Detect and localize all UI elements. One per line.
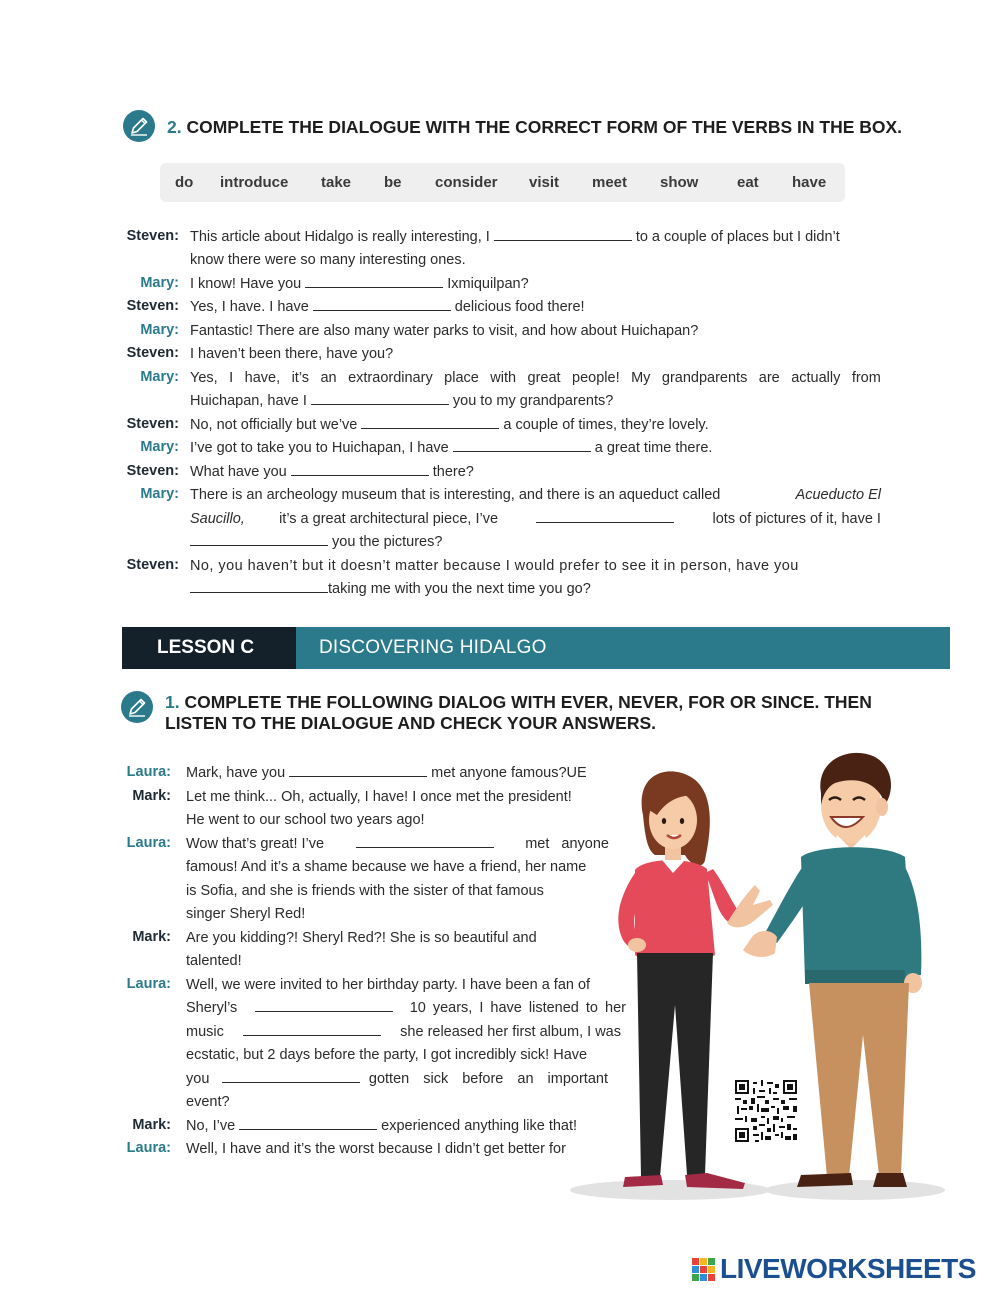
dialogue-line: No, not officially but we’ve a couple of times, they’re lovely. bbox=[190, 417, 709, 433]
verb-word: introduce bbox=[220, 174, 289, 191]
pencil-icon bbox=[123, 110, 155, 142]
speaker-label: Laura: bbox=[126, 764, 171, 780]
verb-word: consider bbox=[435, 174, 498, 191]
answer-blank[interactable] bbox=[289, 764, 427, 777]
qr-code[interactable] bbox=[733, 1078, 799, 1144]
speaker-label: Laura: bbox=[126, 976, 171, 992]
verb-word: take bbox=[321, 174, 352, 191]
speaker-label: Laura: bbox=[126, 1140, 171, 1156]
speaker-label: Mark: bbox=[132, 929, 171, 945]
dialogue-line: Yes, I have. I have delicious food there! bbox=[190, 299, 585, 315]
brand-name: LIVEWORKSHEETS bbox=[720, 1253, 976, 1284]
verb-word: do bbox=[175, 174, 194, 191]
answer-blank[interactable] bbox=[361, 416, 499, 429]
dialogue-line: Huichapan, have I you to my grandparents? bbox=[190, 393, 614, 409]
dialogue-line: Well, we were invited to her birthday party. I have been a fan of bbox=[186, 977, 591, 993]
dialogue-line: Let me think... Oh, actually, I have! I once met the president! bbox=[186, 789, 572, 805]
pencil-icon bbox=[121, 691, 153, 723]
dialogue-line: Yes, I have, it’s an extraordinary place with great people! My grandparents are actually from bbox=[190, 370, 881, 386]
lesson-header bbox=[122, 627, 950, 669]
answer-blank[interactable] bbox=[311, 392, 449, 405]
speaker-label: Steven: bbox=[126, 345, 179, 361]
verb-word: have bbox=[792, 174, 827, 191]
answer-blank[interactable] bbox=[305, 275, 443, 288]
speaker-label: Mary: bbox=[140, 322, 179, 338]
dialogue-line: This article about Hidalgo is really interesting, I to a couple of places but I didn’t bbox=[190, 229, 840, 245]
dialogue-line: ecstatic, but 2 days before the party, I got incredibly sick! Have bbox=[186, 1047, 588, 1063]
verb-word: be bbox=[384, 174, 402, 191]
dialogue-line: I’ve got to take you to Huichapan, I have a great time there. bbox=[190, 440, 713, 456]
dialogue-line: Sheryl’s 10 years, I have listened to her bbox=[186, 1000, 626, 1016]
dialogue-line: Fantastic! There are also many water parks to visit, and how about Huichapan? bbox=[190, 323, 699, 339]
answer-blank[interactable] bbox=[536, 510, 674, 523]
dialogue-line: you the pictures? bbox=[190, 533, 442, 551]
speaker-label: Mark: bbox=[132, 788, 171, 804]
speaker-label: Mary: bbox=[140, 275, 179, 291]
speaker-label: Steven: bbox=[126, 298, 179, 314]
dialogue-line: singer Sheryl Red! bbox=[186, 906, 306, 922]
dialogue-line: event? bbox=[186, 1094, 230, 1110]
dialogue-line: talented! bbox=[186, 953, 242, 969]
liveworksheets-icon bbox=[692, 1254, 716, 1284]
lesson-title: DISCOVERING HIDALGO bbox=[319, 637, 547, 658]
answer-blank[interactable] bbox=[239, 1117, 377, 1130]
dialogue-line: music she released her first album, I was bbox=[186, 1024, 621, 1040]
dialogue-line: No, I’ve experienced anything like that! bbox=[186, 1118, 578, 1134]
liveworksheets-logo bbox=[692, 1252, 976, 1286]
lesson-tag: LESSON C bbox=[122, 627, 296, 669]
verb-word: meet bbox=[592, 174, 628, 191]
dialogue-line: know there were so many interesting ones. bbox=[190, 252, 466, 268]
dialogue-line: Wow that’s great! I’ve met anyone bbox=[186, 836, 609, 852]
answer-blank[interactable] bbox=[313, 298, 451, 311]
speaker-label: Laura: bbox=[126, 835, 171, 851]
dialogue-line: I haven’t been there, have you? bbox=[190, 346, 394, 362]
speaker-label: Steven: bbox=[126, 416, 179, 432]
dialogue-line: Well, I have and it’s the worst because I didn’t get better for bbox=[186, 1141, 566, 1157]
speaker-label: Steven: bbox=[126, 228, 179, 244]
answer-blank[interactable] bbox=[453, 439, 591, 452]
speaker-label: Mark: bbox=[132, 1117, 171, 1133]
verb-word: eat bbox=[737, 174, 759, 191]
answer-blank[interactable] bbox=[190, 580, 328, 593]
verb-word: show bbox=[660, 174, 699, 191]
verb-word: visit bbox=[529, 174, 560, 191]
dialogue-line: There is an archeology museum that is interesting, and there is an aqueduct called Acueducto El bbox=[190, 487, 881, 503]
speaker-label: Mary: bbox=[140, 439, 179, 455]
exercise-1-heading: 1. COMPLETE THE FOLLOWING DIALOG WITH EVER, NEVER, FOR OR SINCE. THEN LISTEN TO THE DIALOGUE AND CHECK YOUR ANSWERS. bbox=[165, 692, 872, 733]
verb-box bbox=[160, 163, 845, 202]
dialogue-line: I know! Have you Ixmiquilpan? bbox=[190, 276, 529, 292]
exercise-2-heading: 2. COMPLETE THE DIALOGUE WITH THE CORRECT FORM OF THE VERBS IN THE BOX. bbox=[167, 117, 903, 137]
dialogue-line: is Sofia, and she is friends with the sister of that famous bbox=[186, 883, 544, 899]
speaker-label: Mary: bbox=[140, 486, 179, 502]
dialogue-line: He went to our school two years ago! bbox=[186, 812, 425, 828]
speaker-label: Mary: bbox=[140, 369, 179, 385]
answer-blank[interactable] bbox=[190, 533, 328, 546]
dialogue-line: Saucillo, it’s a great architectural piece, I’ve lots of pictures of it, have I bbox=[190, 511, 881, 527]
answer-blank[interactable] bbox=[243, 1023, 381, 1036]
dialogue-line: Mark, have you met anyone famous?UE bbox=[186, 765, 587, 781]
answer-blank[interactable] bbox=[222, 1070, 360, 1083]
dialogue-line: What have you there? bbox=[190, 464, 474, 480]
answer-blank[interactable] bbox=[291, 463, 429, 476]
answer-blank[interactable] bbox=[255, 999, 393, 1012]
speaker-label: Steven: bbox=[126, 463, 179, 479]
speaker-label: Steven: bbox=[126, 557, 179, 573]
dialogue-line: taking me with you the next time you go? bbox=[190, 580, 591, 598]
dialogue-line: Are you kidding?! Sheryl Red?! She is so beautiful and bbox=[186, 930, 537, 946]
dialogue-line: famous! And it’s a shame because we have a friend, her name bbox=[186, 859, 587, 875]
answer-blank[interactable] bbox=[356, 835, 494, 848]
answer-blank[interactable] bbox=[494, 228, 632, 241]
dialogue-line: No, you haven’t but it doesn’t matter because I would prefer to see it in person, have you bbox=[190, 558, 799, 574]
dialogue-line: you gotten sick before an important bbox=[186, 1071, 608, 1087]
